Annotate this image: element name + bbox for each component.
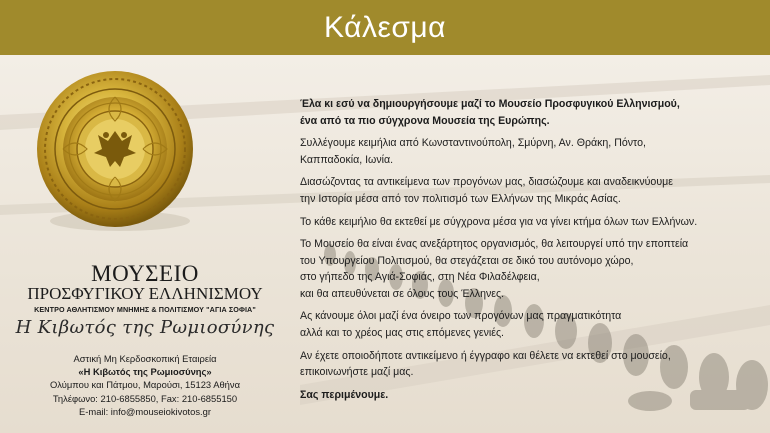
header-bar: [0, 0, 770, 55]
contact-block: [0, 352, 290, 418]
text-line: Το κάθε κειμήλιο θα εκτεθεί με σύγχρονα μέσα για να γίνει κτήμα όλων των Ελλήνων.: [300, 215, 698, 228]
paragraph-closing: [300, 387, 760, 404]
text-line: Έλα κι εσύ να δημιουργήσουμε μαζί το Μουσείο Προσφυγικού Ελληνισμού,: [300, 98, 680, 110]
text-line: στο γήπεδο της Αγιά-Σοφιάς, στη Νέα Φιλαδέλφεια,: [300, 271, 540, 284]
text-line: Αν έχετε οποιοδήποτε αντικείμενο ή έγγραφο και θέλετε να εκτεθεί στο μουσείο,: [300, 349, 671, 362]
contact-phone-fax: Τηλέφωνο: 210-6855850, Fax: 210-6855150: [52, 392, 238, 404]
paragraph-contact-call: [300, 348, 760, 381]
text-line: του Υπουργείου Πολιτισμού, θα στεγάζεται σε δικό του αυτόνομο χώρο,: [300, 254, 634, 267]
text-line: αλλά και το χρέος μας στις επόμενες γενιές.: [300, 326, 504, 339]
appeal-text: [300, 96, 760, 410]
paragraph-intro: [300, 96, 760, 129]
paragraph-collection: [300, 135, 760, 168]
text-line: Ας κάνουμε όλοι μαζί ένα όνειρο των προγόνων μας πραγματικότητα: [300, 310, 622, 323]
museum-signature-logo: Η Κιβωτός της Ρωμιοσύνης: [15, 317, 275, 338]
text-line: Σας περιμένουμε.: [300, 388, 389, 401]
contact-email: E-mail: info@mouseiokivotos.gr: [79, 405, 211, 417]
museum-title-line2: ΠΡΟΣΦΥΓΙΚΟΥ ΕΛΛΗΝΙΣΜΟΥ: [27, 284, 263, 303]
text-line: και θα απευθύνεται σε όλους τους Έλληνες.: [300, 287, 505, 300]
text-line: Διασώζοντας τα αντικείμενα των προγόνων μας, διασώζουμε και αναδεικνύουμε: [300, 176, 673, 189]
paragraph-preservation: [300, 174, 760, 207]
paragraph-exhibit: [300, 214, 760, 231]
text-line: Το Μουσείο θα είναι ένας ανεξάρτητος οργανισμός, θα λειτουργεί υπό την εποπτεία: [300, 238, 689, 251]
text-line: Συλλέγουμε κειμήλια από Κωνσταντινούπολη, Σμύρνη, Αν. Θράκη, Πόντο,: [300, 137, 646, 150]
museum-identity-panel: [0, 55, 290, 433]
text-line: επικοινωνήστε μαζί μας.: [300, 366, 414, 379]
museum-title-line1: ΜΟΥΣΕΙΟ: [91, 261, 199, 286]
contact-company-type: Αστική Μη Κερδοσκοπική Εταιρεία: [73, 353, 217, 364]
golden-plate-double-eagle-image: [32, 69, 198, 235]
contact-address: Ολύμπου και Πάτμου, Μαρούσι, 15123 Αθήνα: [49, 379, 241, 391]
museum-subtitle: ΚΕΝΤΡΟ ΑΘΛΗΤΙΣΜΟΥ ΜΝΗΜΗΣ & ΠΟΛΙΤΙΣΜΟΥ "ΑΓΙΑ ΣΟΦΙΑ": [34, 305, 256, 314]
text-line: ένα από τα πιο σύγχρονα Μουσεία της Ευρώπης.: [300, 114, 550, 127]
page-title: Κάλεσμα: [323, 10, 446, 44]
contact-company-name: «Η Κιβωτός της Ρωμιοσύνης»: [78, 366, 212, 378]
text-line: την Ιστορία μέσα από τον πολιτισμό των Ελλήνων της Μικράς Ασίας.: [300, 192, 621, 205]
paragraph-dream: [300, 308, 760, 341]
text-line: Καππαδοκία, Ιωνία.: [300, 153, 394, 166]
paragraph-organization: [300, 236, 760, 302]
